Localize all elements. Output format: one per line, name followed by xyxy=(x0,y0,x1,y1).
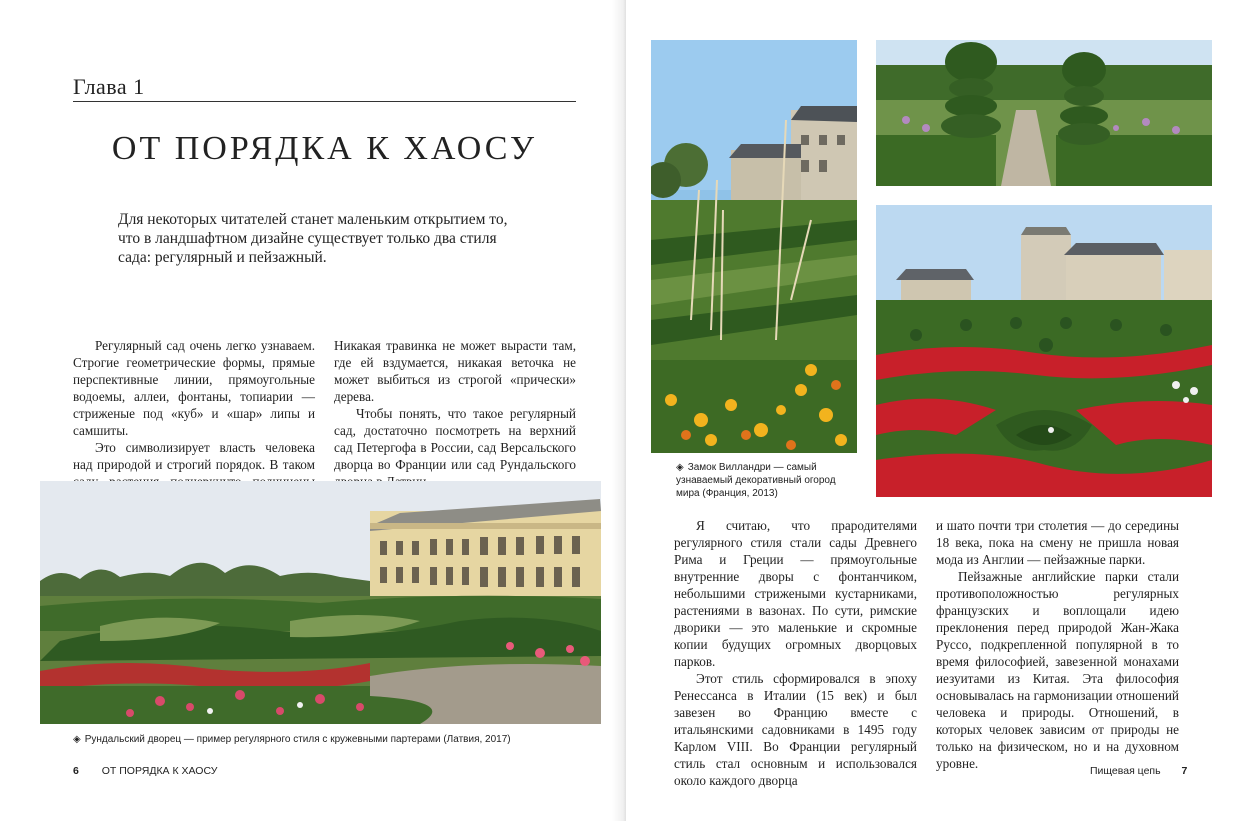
running-head: ОТ ПОРЯДКА К ХАОСУ xyxy=(101,765,218,777)
running-head: Пищевая цепь xyxy=(1090,765,1161,777)
paragraph: и шато почти три столетия — до середины 18 века, пока на смену не пришла новая мода из Англии — пейзажные парки. xyxy=(936,518,1179,567)
villandry-caption xyxy=(676,461,856,500)
paragraph: Это символизирует власть человека над природой и строгий порядок. В таком xyxy=(73,440,315,472)
diamond-bullet-icon: ◈ xyxy=(73,734,81,745)
paragraph: Пейзажные английские парки стали противоположностью регулярных французских и воплощали идею преклонения перед природой Жан-Жака Руссо, подкрепленной популярной в то время философией, завезенной монахами иезуитами из Китая. Эта философия основывалась на гармонизации отношений человека и природы. Отношений, в которых человек зависим от природы не только на физическом, но и на духовном уровне. xyxy=(936,569,1179,771)
paragraph: Никакая травинка не может вырасти там, где ей вздумается, никакая веточка не может выбиться из строгой «прически» дерева. xyxy=(334,338,576,404)
villandry-parterre-photo xyxy=(876,205,1212,497)
rundale-caption xyxy=(73,733,593,746)
page-number: 7 xyxy=(1181,765,1188,777)
diamond-bullet-icon: ◈ xyxy=(676,462,684,473)
villandry-parterre-image xyxy=(876,205,1212,497)
right-column-1 xyxy=(674,517,917,789)
villandry-topiary-image xyxy=(876,40,1212,186)
villandry-topiary-photo xyxy=(876,40,1212,186)
left-column-2 xyxy=(334,337,576,490)
caption-text: Рундальский дворец — пример регулярного стиля с кружевными партерами (Латвия, 2017) xyxy=(84,734,511,745)
left-folio xyxy=(73,765,217,777)
caption-text: Замок Вилландри — самый узнаваемый декоративный огород мира (Франция, 2013) xyxy=(676,462,836,499)
paragraph: Регулярный сад очень легко узнаваем. Строгие геометрические формы, прямые перспективные линии, прямоугольные водоемы, аллеи, фонтаны, топиарии — стриженые под «куб» и «шар» липы и самшиты. xyxy=(73,338,315,438)
paragraph: Чтобы понять, что такое регулярный сад, достаточно посмотреть на верхний сад Петергофа в России, сад Версальского дворца во Франции или сад Рундальского xyxy=(334,406,576,472)
right-column-2 xyxy=(936,517,1179,772)
right-page xyxy=(626,0,1250,821)
chapter-rule xyxy=(73,101,576,102)
chapter-title: ОТ ПОРЯДКА К ХАОСУ xyxy=(111,130,538,167)
rundale-palace-image xyxy=(40,481,601,724)
paragraph: Этот стиль сформировался в эпоху Ренессанса в Италии (15 век) и был завезен во Францию вместе с итальянскими садовниками в 1495 году Карлом VIII. Во Франции регулярный стиль стал основным и использовался около каждого дворца xyxy=(674,671,917,788)
right-folio xyxy=(1090,765,1187,777)
villandry-tall-photo xyxy=(651,40,857,453)
lead-paragraph: Для некоторых читателей станет маленьким открытием то, что в ландшафтном дизайне существует только два стиля сада: регулярный и пейзажный. xyxy=(118,211,508,266)
left-page xyxy=(0,0,624,821)
rundale-palace-photo xyxy=(40,481,601,724)
paragraph: Я считаю, что прародителями регулярного стиля стали сады Древнего Рима и Греции — прямоугольные внутренние дворы с фонтанчиком, небольшими стрижеными кустарниками, растениями в вазонах. По сути, римские дворики — это маленькие и скромные копии будущих огромных дворцовых парков. xyxy=(674,518,917,669)
villandry-tall-image xyxy=(651,40,857,453)
chapter-label: Глава 1 xyxy=(73,74,145,99)
page-number: 6 xyxy=(73,765,79,777)
